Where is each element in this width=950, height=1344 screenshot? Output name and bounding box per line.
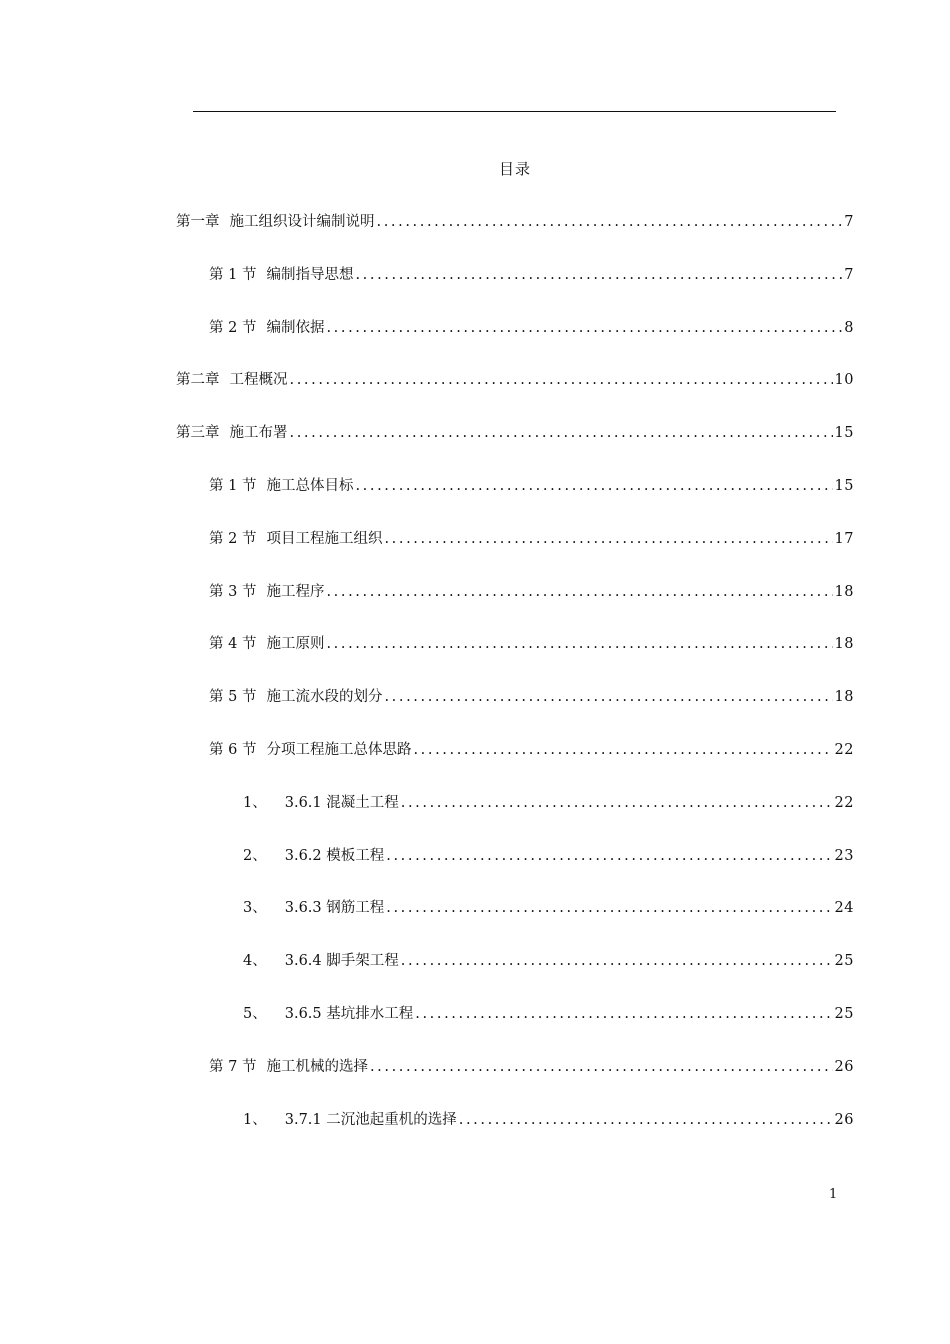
toc-entry[interactable] — [209, 581, 854, 603]
toc-entry-number: 第 1 节 — [209, 267, 257, 283]
toc-entry-page: 23 — [834, 848, 854, 864]
toc-leader-dots — [401, 792, 833, 814]
toc-entry-title: 施工流水段的划分 — [266, 689, 383, 705]
toc-leader-dots — [355, 264, 842, 286]
toc-leader-dots — [290, 369, 833, 391]
toc-entry[interactable] — [176, 422, 854, 444]
toc-entry[interactable] — [243, 897, 854, 919]
toc-entry-page: 25 — [834, 953, 854, 969]
toc-entry-number: 第 1 节 — [209, 478, 257, 494]
toc-entry-number: 第 7 节 — [209, 1059, 257, 1075]
toc-entry-number: 5、 — [243, 1006, 267, 1022]
toc-leader-dots — [326, 581, 832, 603]
toc-leader-dots — [415, 1003, 832, 1025]
toc-entry-number: 第二章 — [176, 372, 220, 388]
toc-entry-title: 3.6.1 混凝土工程 — [284, 795, 399, 811]
toc-leader-dots — [355, 475, 832, 497]
toc-entry-page: 10 — [834, 372, 854, 388]
toc-entry-page: 22 — [834, 795, 854, 811]
toc-entry-page: 24 — [834, 900, 854, 916]
toc-entry[interactable] — [209, 264, 854, 286]
toc-entry[interactable] — [243, 845, 854, 867]
toc-entry-page: 26 — [834, 1112, 854, 1128]
toc-entry-title: 施工布署 — [229, 425, 288, 441]
toc-entry-number: 第 5 节 — [209, 689, 257, 705]
toc-leader-dots — [386, 897, 832, 919]
toc-entry-title: 3.6.4 脚手架工程 — [284, 953, 399, 969]
toc-entry-title: 3.6.5 基坑排水工程 — [284, 1006, 414, 1022]
toc-entry-page: 25 — [834, 1006, 854, 1022]
toc-entry[interactable] — [209, 528, 854, 550]
header-rule — [193, 111, 836, 112]
toc-leader-dots — [377, 211, 843, 233]
toc-entry-page: 22 — [834, 742, 854, 758]
toc-entry[interactable] — [176, 369, 854, 391]
toc-entry-page: 18 — [834, 689, 854, 705]
toc-entry[interactable] — [209, 1056, 854, 1078]
toc-entry-page: 7 — [844, 267, 854, 283]
toc-entry-page: 15 — [834, 478, 854, 494]
toc-entry-number: 第一章 — [176, 214, 220, 230]
toc-entry-title: 施工程序 — [266, 584, 325, 600]
toc-entry[interactable] — [209, 633, 854, 655]
toc-entry-title: 3.6.3 钢筋工程 — [284, 900, 385, 916]
toc-entry[interactable] — [209, 317, 854, 339]
toc-entry[interactable] — [209, 686, 854, 708]
toc-entry-number: 第 2 节 — [209, 531, 257, 547]
toc-entry-number: 第三章 — [176, 425, 220, 441]
page-title: 目录 — [498, 160, 531, 178]
toc-entry-page: 8 — [844, 320, 854, 336]
toc-entry[interactable] — [209, 739, 854, 761]
page-number: 1 — [829, 1187, 838, 1202]
toc-entry-page: 7 — [844, 214, 854, 230]
toc-leader-dots — [401, 950, 833, 972]
toc-leader-dots — [413, 739, 832, 761]
toc-entry-title: 施工原则 — [266, 636, 325, 652]
toc-leader-dots — [370, 1056, 833, 1078]
toc-entry-number: 2、 — [243, 848, 267, 864]
toc-leader-dots — [384, 528, 832, 550]
toc-leader-dots — [290, 422, 833, 444]
toc-entry-page: 15 — [834, 425, 854, 441]
toc-entry[interactable] — [243, 792, 854, 814]
toc-entry-title: 3.7.1 二沉池起重机的选择 — [284, 1112, 457, 1128]
toc-entry-number: 第 6 节 — [209, 742, 257, 758]
toc-entry[interactable] — [209, 475, 854, 497]
toc-entry-number: 1、 — [243, 1112, 267, 1128]
toc-entry[interactable] — [243, 950, 854, 972]
toc-entry-title: 施工组织设计编制说明 — [229, 214, 375, 230]
toc-entry-title: 3.6.2 模板工程 — [284, 848, 385, 864]
toc-entry-number: 4、 — [243, 953, 267, 969]
toc-entry-title: 编制依据 — [266, 320, 325, 336]
toc-entry-title: 分项工程施工总体思路 — [266, 742, 412, 758]
toc-entry-page: 17 — [834, 531, 854, 547]
toc-entry-page: 18 — [834, 636, 854, 652]
toc-entry-title: 施工总体目标 — [266, 478, 354, 494]
toc-entry-title: 编制指导思想 — [266, 267, 354, 283]
toc-entry-title: 施工机械的选择 — [266, 1059, 368, 1075]
toc-entry-number: 第 4 节 — [209, 636, 257, 652]
toc-entry[interactable] — [176, 211, 854, 233]
toc-leader-dots — [326, 633, 832, 655]
toc-entry-number: 第 2 节 — [209, 320, 257, 336]
toc-leader-dots — [386, 845, 832, 867]
toc-entry-number: 1、 — [243, 795, 267, 811]
toc-entry-title: 项目工程施工组织 — [266, 531, 383, 547]
toc-entry-title: 工程概况 — [229, 372, 288, 388]
toc-entry-page: 18 — [834, 584, 854, 600]
toc-entry[interactable] — [243, 1109, 854, 1131]
toc-leader-dots — [384, 686, 832, 708]
toc-leader-dots — [326, 317, 842, 339]
toc-entry-number: 3、 — [243, 900, 267, 916]
toc-leader-dots — [459, 1109, 833, 1131]
toc-entry-page: 26 — [834, 1059, 854, 1075]
toc-entry[interactable] — [243, 1003, 854, 1025]
toc-entry-number: 第 3 节 — [209, 584, 257, 600]
